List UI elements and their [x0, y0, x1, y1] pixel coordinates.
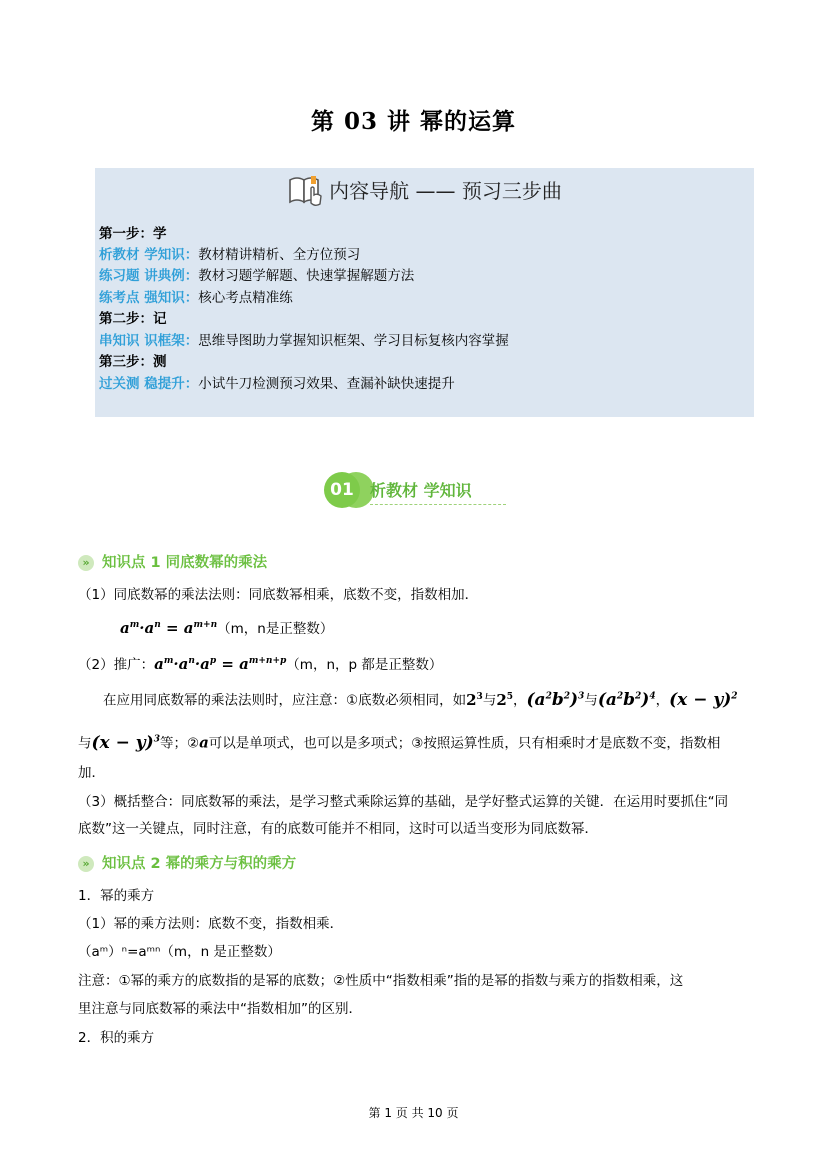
nav-row-2 [99, 266, 414, 287]
kp2-line-5: 里注意与同底数幂的乘法中“指数相加”的区别． [78, 1001, 362, 1017]
kp1-line-2 [78, 651, 442, 675]
nav-heading-text: 内容导航 —— 预习三步曲 [329, 179, 562, 203]
nav-row-3-text: 核心考点精准练 [198, 290, 293, 306]
section-number: 01 [324, 472, 360, 508]
formula-2-5: $2^5$ [496, 690, 514, 709]
nav-row-5-text: 小试牛刀检测预习效果、查漏补缺快速提升 [198, 376, 455, 392]
kp1-line-3-e: ， [655, 692, 670, 709]
kp1-line-3 [103, 686, 738, 711]
kp2-heading [78, 852, 296, 873]
section-underline [370, 504, 506, 505]
kp1-line-3-c: ， [513, 692, 527, 709]
formula-generalized: $a^m\cdot a^n\cdot a^p = a^{m+n+p}$ [154, 655, 287, 673]
formula-xy-2: $(x - y)^2$ [669, 689, 738, 710]
nav-row-1-tag: 析教材 学知识： [99, 247, 199, 263]
kp1-line-4-a: 与 [78, 735, 92, 752]
nav-row-4-text: 思维导图助力掌握知识框架、学习目标复核内容掌握 [198, 333, 509, 349]
kp2-line-6: 2．积的乘方 [78, 1030, 155, 1046]
book-pointer-icon [287, 172, 325, 213]
kp1-line-7: 底数”这一关键点，同时注意，有的底数可能并不相同，这时可以适当变形为同底数幂． [78, 821, 598, 837]
kp1-line-4-c: 可以是单项式，也可以是多项式；③按照运算性质，只有相乘时才是底数不变，指数相 [208, 735, 721, 752]
step-2: 第二步：记 [99, 311, 167, 327]
nav-row-4-tag: 串知识 识框架： [99, 333, 199, 349]
kp1-line-4 [78, 729, 720, 754]
kp1-line-3-d: 与 [584, 692, 598, 709]
kp1-line-5: 加． [78, 765, 105, 781]
kp1-line-1: （1）同底数幂的乘法法则：同底数幂相乘，底数不变，指数相加． [78, 587, 479, 603]
chevron-right-icon: » [78, 856, 94, 872]
page-title: 第 03 讲 幂的运算 [310, 108, 517, 135]
nav-row-1-text: 教材精讲精析、全方位预习 [198, 247, 361, 263]
kp1-line-3-a: 在应用同底数幂的乘法法则时，应注意：①底数必须相同，如 [103, 692, 467, 709]
nav-row-3-tag: 练考点 强知识： [99, 290, 199, 306]
kp2-line-4: 注意：①幂的乘方的底数指的是幂的底数；②性质中“指数相乘”指的是幂的指数与乘方的指数相乘，这 [78, 973, 684, 989]
kp1-line-2-a: （2）推广： [78, 657, 155, 673]
kp1-formula-1-note: （m，n是正整数） [217, 621, 334, 637]
kp1-line-4-b: 等；② [159, 735, 200, 752]
nav-row-4 [99, 331, 509, 352]
nav-row-3 [99, 288, 293, 309]
formula-a2b2-4: $(a^2b^2)^4$ [597, 689, 656, 710]
chevron-right-icon: » [78, 555, 94, 571]
nav-row-2-tag: 练习题 讲典例： [99, 268, 199, 284]
kp2-line-3: （aᵐ）ⁿ=aᵐⁿ（m，n 是正整数） [78, 944, 281, 960]
kp1-title: 知识点 1 同底数幂的乘法 [102, 555, 268, 571]
kp1-formula-1 [120, 615, 333, 639]
section-label: 析教材 学知识 [370, 481, 472, 500]
nav-row-1 [99, 245, 360, 266]
kp1-formula-2-note: （m，n，p 都是正整数） [286, 657, 443, 673]
step-1: 第一步：学 [99, 226, 167, 242]
kp1-heading [78, 551, 267, 572]
nav-row-5 [99, 374, 455, 395]
kp2-title: 知识点 2 幂的乘方与积的乘方 [102, 856, 297, 872]
content-nav-box [95, 168, 754, 417]
nav-row-2-text: 教材习题学解题、快速掌握解题方法 [198, 268, 415, 284]
page-footer: 第 1 页 共 10 页 [368, 1106, 459, 1120]
kp2-line-1: 1．幂的乘方 [78, 888, 155, 904]
formula-xy-3: $(x - y)^3$ [91, 732, 160, 753]
kp2-line-2: （1）幂的乘方法则：底数不变，指数相乘． [78, 916, 344, 932]
step-3: 第三步：测 [99, 354, 167, 370]
formula-am-an: $a^m\cdot a^n = a^{m+n}$ [120, 619, 218, 637]
kp1-line-6: （3）概括整合：同底数幂的乘法，是学习整式乘除运算的基础，是学好整式运算的关键．在运用时要抓住“同 [78, 794, 729, 810]
formula-2-3: $2^3$ [466, 690, 483, 709]
kp1-line-3-b: 与 [482, 692, 497, 709]
nav-row-5-tag: 过关测 稳提升： [99, 376, 199, 392]
formula-a: a [199, 733, 209, 752]
section-badge [324, 472, 506, 508]
formula-a2b2-3: $(a^2b^2)^3$ [526, 689, 585, 710]
nav-heading [95, 172, 754, 213]
